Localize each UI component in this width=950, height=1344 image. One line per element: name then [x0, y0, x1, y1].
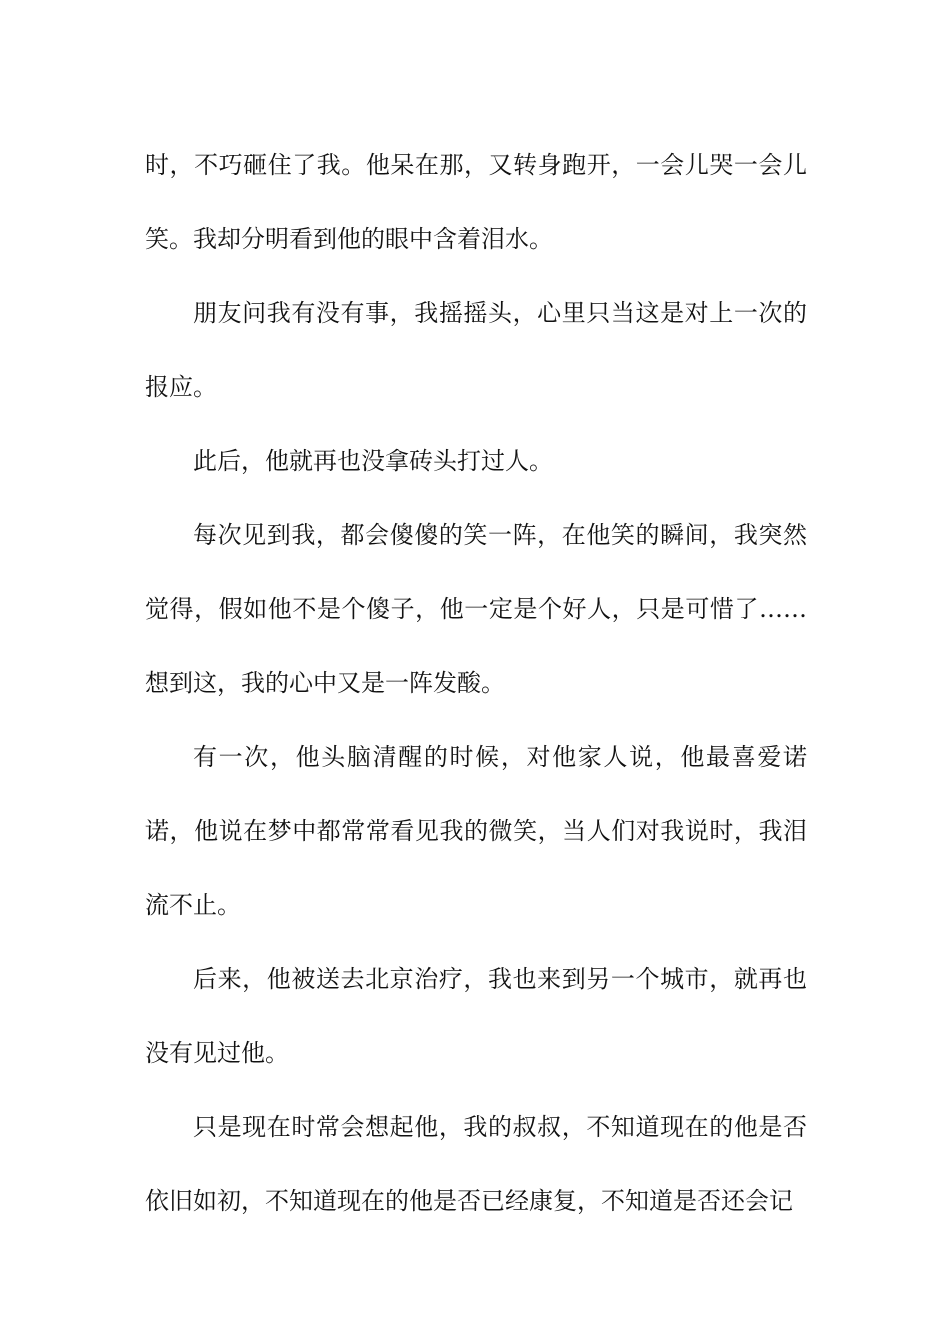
document-body — [145, 128, 807, 1238]
paragraph-4: 每次见到我，都会傻傻的笑一阵，在他笑的瞬间，我突然觉得，假如他不是个傻子，他一定是个好人，只是可惜了……想到这，我的心中又是一阵发酸。 — [145, 521, 807, 697]
paragraph-5: 有一次，他头脑清醒的时候，对他家人说，他最喜爱诺诺，他说在梦中都常常看见我的微笑，当人们对我说时，我泪流不止。 — [145, 743, 807, 919]
paragraph-7: 只是现在时常会想起他，我的叔叔，不知道现在的他是否依旧如初，不知道现在的他是否已经康复，不知道是否还会记 — [145, 1113, 807, 1215]
paragraph-1: 时，不巧砸住了我。他呆在那，又转身跑开，一会儿哭一会儿笑。我却分明看到他的眼中含着泪水。 — [145, 151, 807, 253]
paragraph-6: 后来，他被送去北京治疗，我也来到另一个城市，就再也没有见过他。 — [145, 965, 807, 1067]
paragraph-3: 此后，他就再也没拿砖头打过人。 — [193, 447, 553, 475]
paragraph-2: 朋友问我有没有事，我摇摇头，心里只当这是对上一次的报应。 — [145, 299, 807, 401]
